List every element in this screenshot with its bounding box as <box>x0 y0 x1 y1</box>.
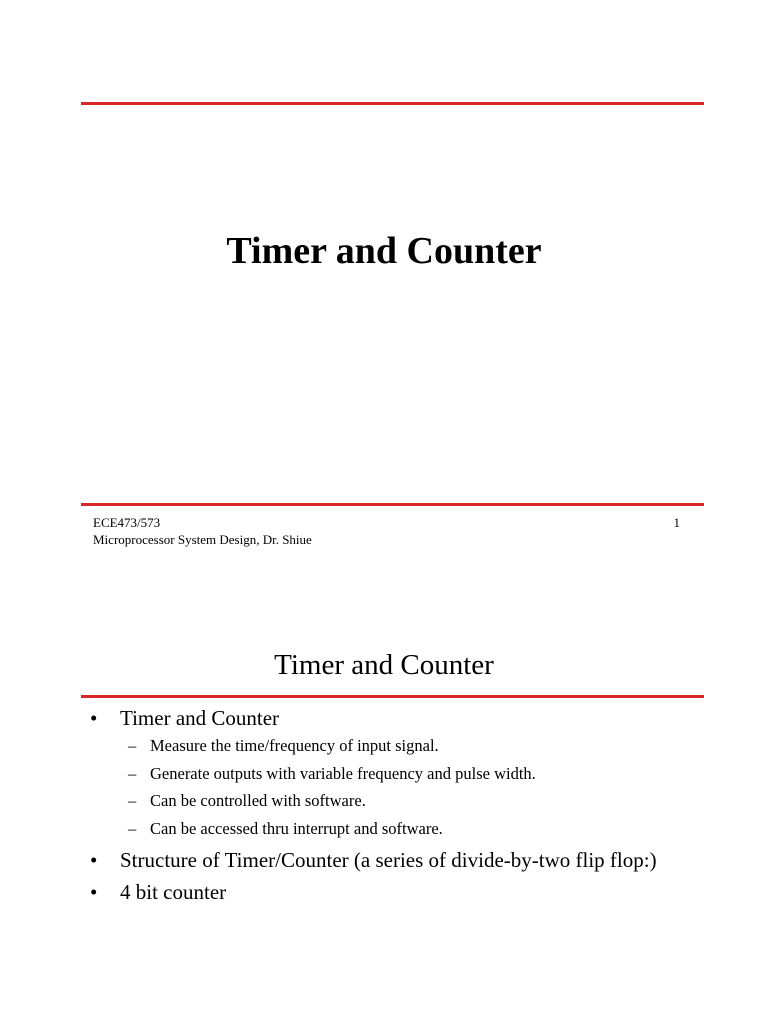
footer-page-number: 1 <box>673 515 680 530</box>
bullet-item <box>90 705 710 732</box>
bullet-text: Timer and Counter <box>120 706 280 730</box>
bullet-glyph: • <box>90 880 98 904</box>
dash-glyph: – <box>128 791 137 810</box>
footer-course-code: ECE473/573 <box>93 515 161 530</box>
sub-bullet-item <box>90 732 710 760</box>
dash-glyph: – <box>128 736 137 755</box>
sub-bullet-item <box>90 787 710 815</box>
slide2-title: Timer and Counter <box>274 649 494 681</box>
slide1-title: Timer and Counter <box>226 230 542 272</box>
dash-glyph: – <box>128 818 137 838</box>
bullet-list <box>90 705 710 906</box>
sub-bullet-item <box>90 760 710 788</box>
title-rule-slide2 <box>81 695 704 698</box>
sub-bullet-text: Measure the time/frequency of input signal. <box>150 736 439 755</box>
bullet-text: 4 bit counter <box>120 880 227 904</box>
bullet-item <box>90 879 710 906</box>
footer-rule-slide1 <box>81 503 704 506</box>
bullet-glyph: • <box>90 848 98 872</box>
bullet-text: Structure of Timer/Counter (a series of divide-by-two flip flop:) <box>120 848 657 872</box>
footer-course-subtitle: Microprocessor System Design, Dr. Shiue <box>93 532 312 547</box>
dash-glyph: – <box>128 763 137 783</box>
sub-bullet-item <box>90 815 710 843</box>
sub-bullet-text: Can be accessed thru interrupt and software. <box>150 818 443 838</box>
top-rule-slide1 <box>81 102 704 105</box>
bullet-item <box>90 847 710 874</box>
sub-bullet-text: Can be controlled with software. <box>150 791 366 810</box>
bullet-glyph: • <box>90 706 98 730</box>
sub-bullet-text: Generate outputs with variable frequency and pulse width. <box>150 763 536 783</box>
